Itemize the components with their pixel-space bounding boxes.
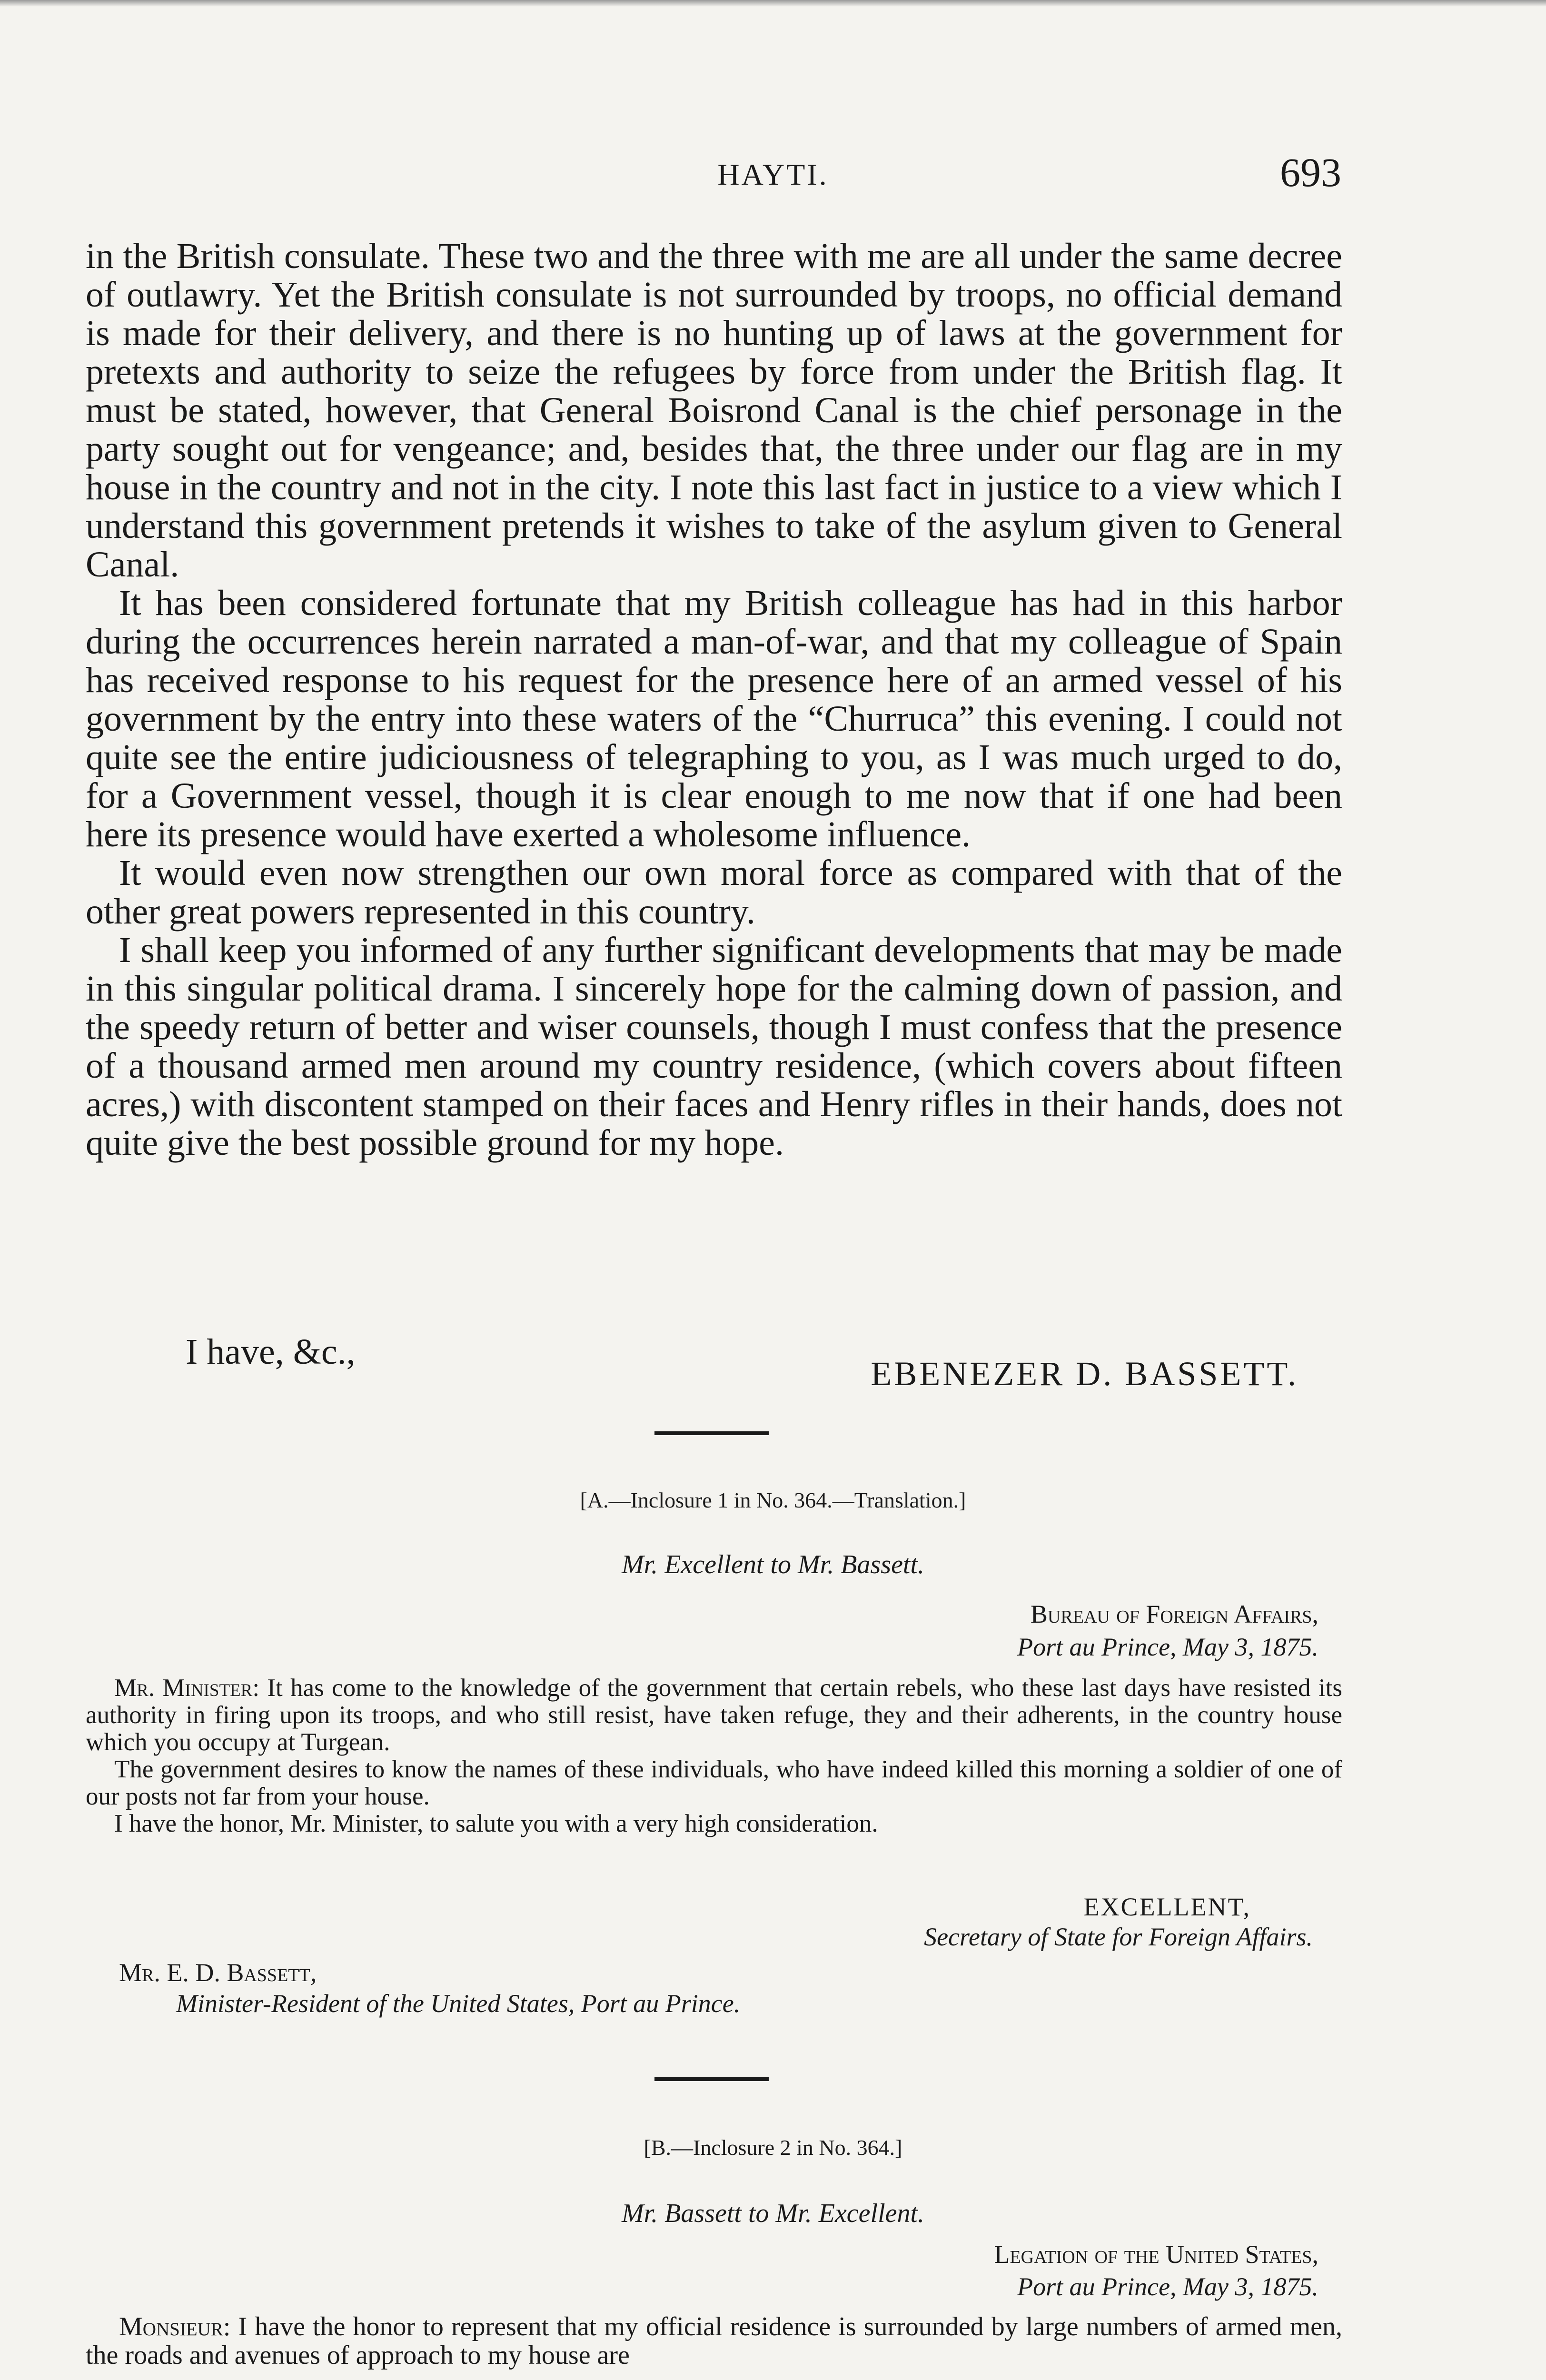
inclosure-b-title: Mr. Bassett to Mr. Excellent. — [621, 2199, 925, 2228]
inclosure-a-addressee: Mr. E. D. Bassett, — [119, 1958, 317, 1987]
section-divider — [654, 1431, 769, 1435]
inclosure-a-title: Mr. Excellent to Mr. Bassett. — [621, 1550, 925, 1579]
inclosure-a-salutation: Mr. Minister: — [114, 1674, 260, 1702]
inclosure-a-paragraph: The government desires to know the names of these individuals, who have indeed killed this morning a soldier of one of our posts not far from your house. — [86, 1755, 1342, 1810]
inclosure-b-paragraph-text: I have the honor to represent that my official residence is surrounded by large numbers of armed men, the roads and avenues of approach to my house are — [86, 2312, 1343, 2370]
inclosure-b-body — [86, 2312, 1342, 2370]
page-top-edge — [0, 0, 1546, 7]
letter-body — [86, 237, 1342, 1162]
inclosure-a-signature: EXCELLENT, — [1083, 1893, 1251, 1921]
inclosure-a-address-date: Port au Prince, May 3, 1875. — [1017, 1633, 1318, 1661]
running-header-title: HAYTI. — [717, 158, 829, 191]
inclosure-b-heading: [B.—Inclosure 2 in No. 364.] — [644, 2135, 902, 2160]
inclosure-a-signature-title: Secretary of State for Foreign Affairs. — [924, 1923, 1313, 1951]
inclosure-a-addressee-title: Minister-Resident of the United States, Port au Prince. — [176, 1989, 741, 2018]
inclosure-a-heading: [A.—Inclosure 1 in No. 364.—Translation.] — [580, 1488, 966, 1512]
inclosure-a-paragraph-text: It has come to the knowledge of the government that certain rebels, who these last days have resisted its authority in firing upon its troops, and who still resist, have taken refuge, they and their adherents, in the country house which you occupy at Turgean. — [86, 1674, 1342, 1756]
inclosure-b-address-date: Port au Prince, May 3, 1875. — [1017, 2272, 1318, 2301]
inclosure-a-body — [86, 1675, 1342, 1837]
body-paragraph: I shall keep you informed of any further significant developments that may be made in this singular political drama. I sincerely hope for the calming down of passion, and the speedy return of better and wiser counsels, though I must confess that the presence of a thousand armed men around my country residence, (which covers about fifteen acres,) with discontent stamped on their faces and Henry rifles in their hands, does not quite give the best possible ground for my hope. — [86, 930, 1342, 1163]
inclosure-a-paragraph: I have the honor, Mr. Minister, to salute you with a very high consideration. — [114, 1810, 878, 1837]
section-divider — [654, 2077, 769, 2081]
body-paragraph: in the British consulate. These two and the three with me are all under the same decree of outlawry. Yet the British consulate is not surrounded by troops, no official demand is made for their delivery, and there is no hunting up of laws at the government for pretexts and authority to seize the refugees by force from under the British flag. It must be stated, however, that General Boisrond Canal is the chief personage in the party sought out for vengeance; and, besides that, the three under our flag are in my house in the country and not in the city. I note this last fact in justice to a view which I understand this government pretends it wishes to take of the asylum given to General Canal. — [86, 236, 1342, 585]
letter-signature: EBENEZER D. BASSETT. — [871, 1355, 1298, 1393]
body-paragraph: It has been considered fortunate that my British colleague has had in this harbor during the occurrences herein narrated a man-of-war, and that my colleague of Spain has received response to his request for the presence here of an armed vessel of his government by the entry into these waters of the “Churruca” this evening. I could not quite see the entire judiciousness of telegraphing to you, as I was much urged to do, for a Government vessel, though it is clear enough to me now that if one had been here its presence would have exerted a wholesome influence. — [86, 583, 1342, 854]
body-paragraph: It would even now strengthen our own moral force as compared with that of the other great powers represented in this country. — [86, 853, 1342, 932]
inclosure-b-salutation: Monsieur: — [119, 2312, 231, 2341]
inclosure-a-address-office: Bureau of Foreign Affairs, — [1030, 1600, 1318, 1628]
inclosure-b-address-office: Legation of the United States, — [994, 2240, 1318, 2269]
inclosure-b-paragraph — [86, 2312, 1342, 2370]
page-number: 693 — [1280, 149, 1341, 195]
letter-closing: I have, &c., — [186, 1332, 356, 1372]
inclosure-a-paragraph — [86, 1675, 1342, 1756]
